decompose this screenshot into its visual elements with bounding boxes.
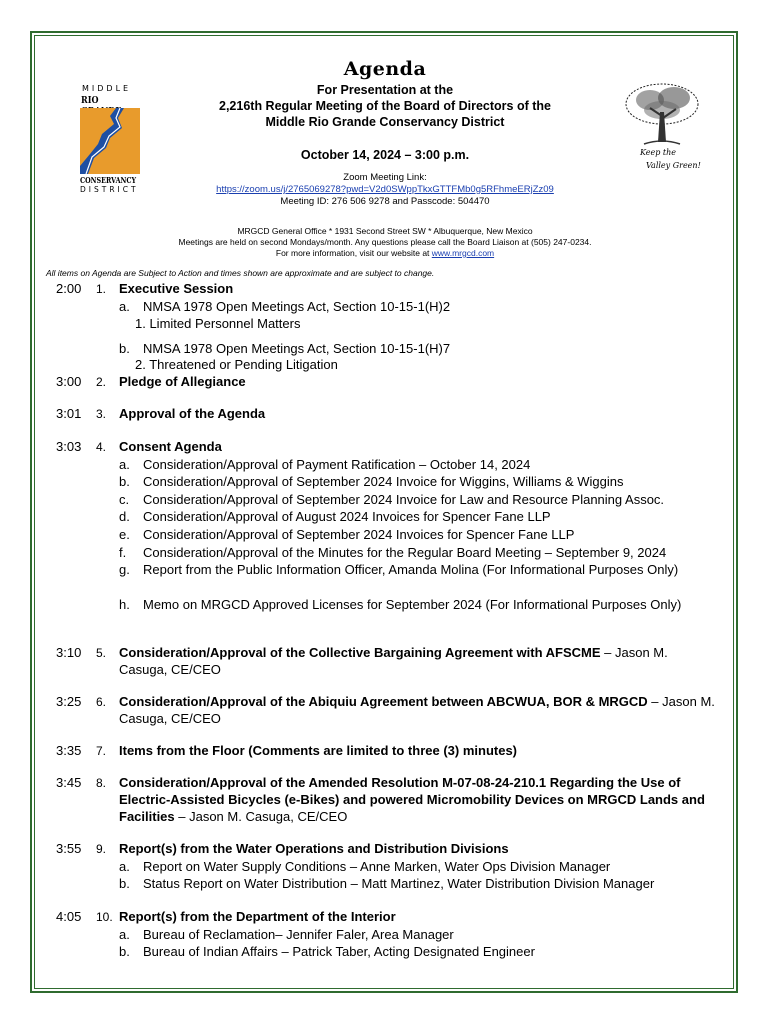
- item-10b: b. Bureau of Indian Affairs – Patrick Taber, Acting Designated Engineer: [119, 943, 719, 961]
- item-9-title: Report(s) from the Water Operations and Distribution Divisions: [119, 841, 509, 856]
- item-1-number: 1.: [96, 282, 107, 296]
- logo-line-conservancy: CONSERVANCY: [80, 175, 137, 185]
- item-4g: g. Report from the Public Information Officer, Amanda Molina (For Informational Purposes Only): [119, 561, 719, 579]
- agenda-notice: All items on Agenda are Subject to Action and times shown are approximate and are subject to change.: [46, 268, 435, 278]
- item-4-number: 4.: [96, 440, 107, 454]
- item-10-number: 10.: [96, 910, 113, 924]
- item-1b-text: NMSA 1978 Open Meetings Act, Section 10-15-1(H)7: [143, 341, 451, 356]
- zoom-link[interactable]: https://zoom.us/j/2765069278?pwd=V2d0SWppTkxGTTFMb0g5RFhmeERjZz09: [216, 184, 554, 195]
- tree-caption-line1: Keep the: [640, 148, 676, 157]
- item-6-title: Consideration/Approval of the Abiquiu Agreement between ABCWUA, BOR & MRGCD: [119, 694, 648, 709]
- item-4a-text: Consideration/Approval of Payment Ratification – October 14, 2024: [143, 457, 531, 472]
- website-link[interactable]: www.mrgcd.com: [431, 248, 495, 258]
- item-7-time: 3:35: [56, 743, 82, 758]
- item-8-title: Consideration/Approval of the Amended Resolution M-07-08-24-210.1 Regarding the Use of Electric-Assisted Bicycles (e-Bikes) and powered Micromobility Devices on MRGCD Lands and Facilities: [119, 775, 705, 824]
- item-4d: d. Consideration/Approval of August 2024 Invoices for Spencer Fane LLP: [119, 508, 719, 526]
- item-6-text: [119, 693, 719, 727]
- item-4c-text: Consideration/Approval of September 2024 Invoice for Law and Resource Planning Assoc.: [143, 492, 665, 507]
- logo-line-district: DISTRICT: [80, 185, 139, 194]
- item-2-number: 2.: [96, 375, 107, 389]
- item-4f: f. Consideration/Approval of the Minutes for the Regular Board Meeting – September 9, 2024: [119, 544, 719, 562]
- meeting-id: Meeting ID: 276 506 9278 and Passcode: 504470: [280, 196, 490, 207]
- item-1-title: Executive Session: [119, 281, 234, 296]
- item-4e-text: Consideration/Approval of September 2024 Invoices for Spencer Fane LLP: [143, 527, 575, 542]
- item-4h: h. Memo on MRGCD Approved Licenses for September 2024 (For Informational Purposes Only): [119, 596, 719, 614]
- item-9a: a. Report on Water Supply Conditions – Anne Marken, Water Ops Division Manager: [119, 858, 719, 876]
- item-5-text: [119, 644, 719, 678]
- item-5-number: 5.: [96, 646, 107, 660]
- item-8-presenter: – Jason M. Casuga, CE/CEO: [174, 809, 348, 824]
- item-8-text: [119, 774, 719, 825]
- subtitle-meeting: 2,216th Regular Meeting of the Board of Directors of the: [219, 99, 551, 113]
- item-6-time: 3:25: [56, 694, 82, 709]
- item-5-title: Consideration/Approval of the Collective Bargaining Agreement with AFSCME: [119, 645, 601, 660]
- item-9a-text: Report on Water Supply Conditions – Anne Marken, Water Ops Division Manager: [143, 859, 611, 874]
- item-1a-text: NMSA 1978 Open Meetings Act, Section 10-15-1(H)2: [143, 299, 451, 314]
- item-7-title: Items from the Floor (Comments are limited to three (3) minutes): [119, 743, 517, 758]
- zoom-label: Zoom Meeting Link:: [343, 172, 427, 183]
- item-9b-text: Status Report on Water Distribution – Matt Martinez, Water Distribution Division Manager: [143, 876, 655, 891]
- item-9b: b. Status Report on Water Distribution – Matt Martinez, Water Distribution Division Manager: [119, 875, 719, 893]
- item-1b-2: 2. Threatened or Pending Litigation: [135, 357, 338, 372]
- item-1a: a. NMSA 1978 Open Meetings Act, Section 10-15-1(H)2: [119, 298, 719, 316]
- more-info-row: [0, 248, 770, 258]
- item-2-title: Pledge of Allegiance: [119, 374, 246, 389]
- item-8-time: 3:45: [56, 775, 82, 790]
- logo-line-middle: MIDDLE: [82, 84, 132, 93]
- item-8-number: 8.: [96, 776, 107, 790]
- item-4b-text: Consideration/Approval of September 2024 Invoice for Wiggins, Williams & Wiggins: [143, 474, 624, 489]
- meeting-date: October 14, 2024 – 3:00 p.m.: [300, 148, 470, 162]
- item-4d-text: Consideration/Approval of August 2024 Invoices for Spencer Fane LLP: [143, 509, 551, 524]
- item-6-number: 6.: [96, 695, 107, 709]
- item-3-time: 3:01: [56, 406, 82, 421]
- item-4b: b. Consideration/Approval of September 2024 Invoice for Wiggins, Williams & Wiggins: [119, 473, 719, 491]
- item-5-presenter: – Jason M. Casuga, CE/CEO: [119, 645, 668, 677]
- item-1a-1: 1. Limited Personnel Matters: [135, 316, 301, 331]
- item-5-time: 3:10: [56, 645, 82, 660]
- item-4-time: 3:03: [56, 439, 82, 454]
- tree-caption-line2: Valley Green!: [646, 161, 701, 170]
- item-4f-text: Consideration/Approval of the Minutes for the Regular Board Meeting – September 9, 2024: [143, 545, 667, 560]
- item-10-title: Report(s) from the Department of the Interior: [119, 909, 396, 924]
- item-9-number: 9.: [96, 842, 107, 856]
- more-info-text: For more information, visit our website at: [275, 248, 430, 258]
- page-title: Agenda: [343, 58, 427, 80]
- meetings-held-note: Meetings are held on second Mondays/month. Any questions please call the Board Liaison at (505) 247-0234.: [178, 237, 592, 247]
- item-10b-text: Bureau of Indian Affairs – Patrick Taber, Acting Designated Engineer: [143, 944, 535, 959]
- item-3-title: Approval of the Agenda: [119, 406, 266, 421]
- item-4c: c. Consideration/Approval of September 2024 Invoice for Law and Resource Planning Assoc.: [119, 491, 719, 509]
- zoom-link-row: [0, 184, 770, 195]
- item-1-time: 2:00: [56, 281, 82, 296]
- subtitle-district: Middle Rio Grande Conservancy District: [265, 115, 505, 129]
- item-6-presenter: – Jason M. Casuga, CE/CEO: [119, 694, 715, 726]
- subtitle-presentation: For Presentation at the: [316, 83, 454, 97]
- item-4g-text: Report from the Public Information Officer, Amanda Molina (For Informational Purposes Only): [143, 562, 679, 577]
- item-9-time: 3:55: [56, 841, 82, 856]
- item-4a: a. Consideration/Approval of Payment Ratification – October 14, 2024: [119, 456, 719, 474]
- item-4h-text: Memo on MRGCD Approved Licenses for September 2024 (For Informational Purposes Only): [143, 597, 682, 612]
- item-4-title: Consent Agenda: [119, 439, 222, 454]
- item-10a: a. Bureau of Reclamation– Jennifer Faler, Area Manager: [119, 926, 719, 944]
- logo-line-rio-grande: RIO: [81, 95, 99, 106]
- item-10a-text: Bureau of Reclamation– Jennifer Faler, Area Manager: [143, 927, 454, 942]
- item-2-time: 3:00: [56, 374, 82, 389]
- item-4e: e. Consideration/Approval of September 2024 Invoices for Spencer Fane LLP: [119, 526, 719, 544]
- item-7-number: 7.: [96, 744, 107, 758]
- item-10-time: 4:05: [56, 909, 82, 924]
- item-3-number: 3.: [96, 407, 107, 421]
- item-1b: b. NMSA 1978 Open Meetings Act, Section 10-15-1(H)7: [119, 340, 719, 358]
- office-address: MRGCD General Office * 1931 Second Street SW * Albuquerque, New Mexico: [237, 226, 533, 236]
